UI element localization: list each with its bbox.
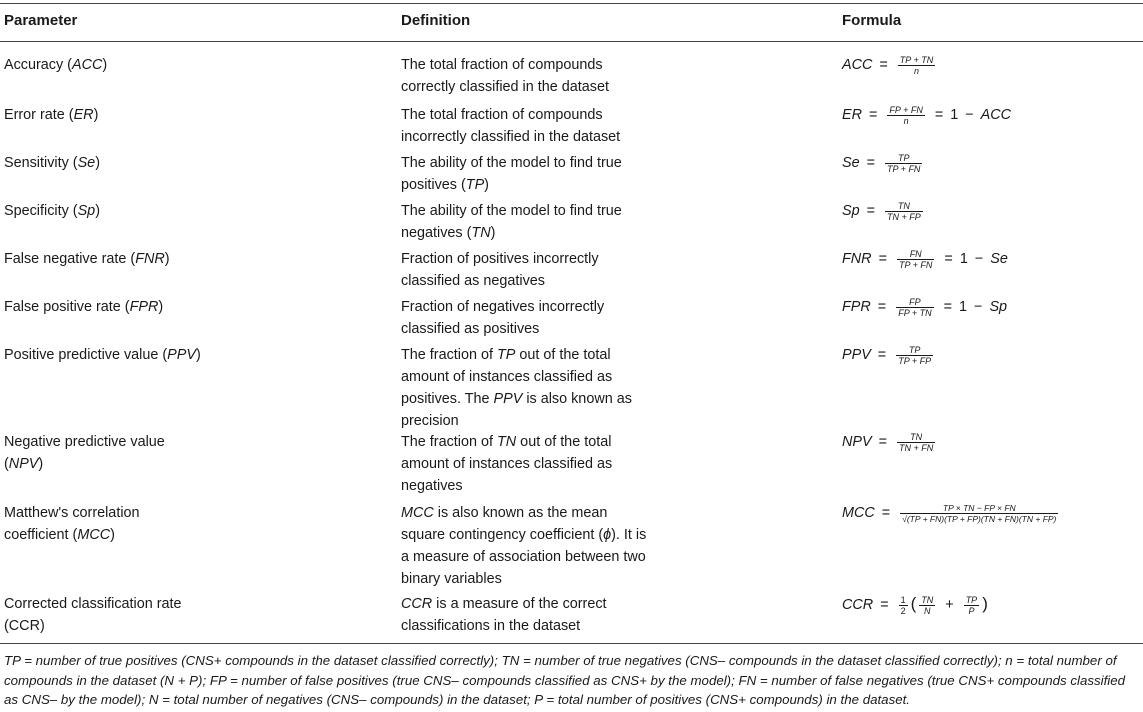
definition-cell: The total fraction of compounds correctly classified in the dataset [401, 57, 609, 95]
table-top-rule [0, 3, 1143, 4]
header-parameter: Parameter [4, 12, 78, 29]
parameter-cell: Matthew's correlation coefficient (MCC) [4, 505, 140, 543]
formula-cell: FPR = $\frac{FP}{FP + TN}$ = 1 − Sp [842, 296, 1008, 318]
parameter-cell: Negative predictive value (NPV) [4, 434, 165, 472]
formula-cell: CCR = $\frac{1}{2}$ ( $\frac{TN}{N}$ + $\frac{TP}{P}$ ) [842, 594, 988, 616]
formula-cell: Se = $\frac{TP}{TP + FN}$ [842, 152, 921, 174]
definition-cell: The fraction of TP out of the total amount of instances classified as positives. The PPV is also known as precision [401, 347, 632, 429]
formula-cell: NPV = $\frac{TN}{TN + FN}$ [842, 431, 934, 453]
parameter-cell: Sensitivity (Se) [4, 155, 100, 171]
table-footnote: TP = number of true positives (CNS+ compounds in the dataset classified correctly); TN = number of true negatives (CNS– compounds in the dataset classified correctly); n = total number of compounds in the dataset (N + P); FP = number of false positives (true CNS– compounds classified as CNS+ by the model); FN = number of false negatives (true CNS+ compounds classified as CNS– by the model); N = total number of negatives (CNS– compounds) in the dataset; P = total number of positives (CNS+ compounds) in the dataset. [4, 653, 1126, 707]
parameter-cell: False negative rate (FNR) [4, 251, 170, 267]
definition-cell: The ability of the model to find true positives (TP) [401, 155, 622, 193]
definition-cell: The fraction of TN out of the total amount of instances classified as negatives [401, 434, 613, 494]
formula-cell: FNR = $\frac{FN}{TP + FN}$ = 1 − Se [842, 248, 1008, 270]
parameter-cell: Specificity (Sp) [4, 203, 100, 219]
definition-cell: Fraction of positives incorrectly classified as negatives [401, 251, 599, 289]
definition-cell: The ability of the model to find true negatives (TN) [401, 203, 622, 241]
header-definition: Definition [401, 12, 471, 29]
definition-cell: The total fraction of compounds incorrectly classified in the dataset [401, 107, 621, 145]
formula-cell: Sp = $\frac{TN}{TN + FP}$ [842, 200, 921, 222]
header-formula: Formula [842, 12, 902, 29]
formula-cell: MCC = $\frac{TP \times TN - FP \times FN}{√(TP + FN)(TP + FP)(TN + FN)(TN + FP)}$ [842, 502, 1057, 524]
table-bottom-rule [0, 643, 1143, 644]
formula-cell: PPV = $\frac{TP}{TP + FP}$ [842, 344, 932, 366]
formula-cell: ACC = $\frac{TP + TN}{n}$ [842, 54, 934, 76]
formula-cell: ER = $\frac{FP + FN}{n}$ = 1 − ACC [842, 104, 1012, 126]
parameter-cell: Error rate (ER) [4, 107, 99, 123]
definition-cell: Fraction of negatives incorrectly classified as positives [401, 299, 605, 337]
parameter-cell: Accuracy (ACC) [4, 57, 108, 73]
header-rule [0, 41, 1143, 42]
definition-cell: CCR is a measure of the correct classifications in the dataset [401, 596, 607, 634]
parameter-cell: Corrected classification rate (CCR) [4, 596, 182, 634]
definition-cell: MCC is also known as the mean square contingency coefficient (ϕ). It is a measure of association between two binary variables [401, 505, 647, 587]
parameter-cell: False positive rate (FPR) [4, 299, 164, 315]
parameter-cell: Positive predictive value (PPV) [4, 347, 201, 363]
